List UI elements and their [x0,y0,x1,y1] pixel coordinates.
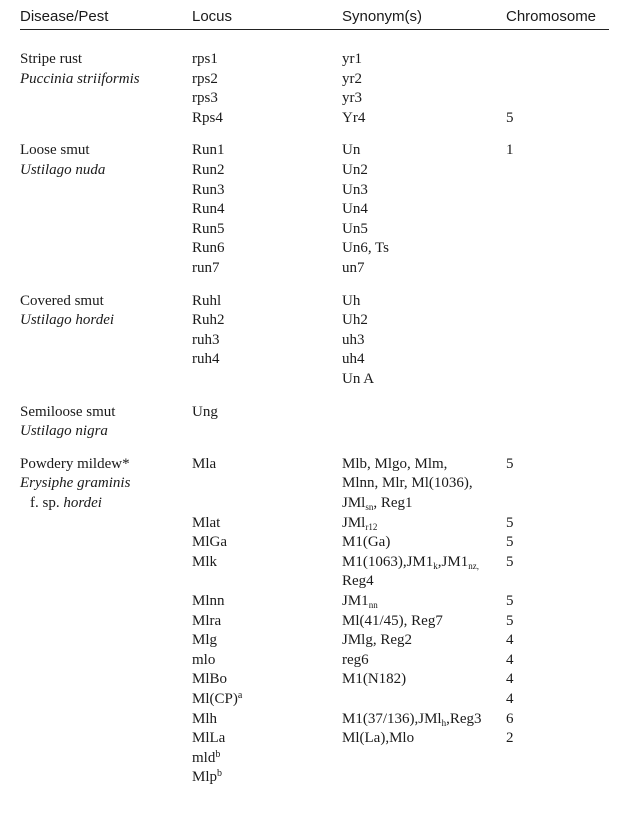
locus-cell: rps1 [192,51,218,67]
synonym-cell: M1(37/136),JMl$_h$,Reg3 [342,710,482,728]
locus-cell: mlo [192,651,216,668]
chromosome-cell: 4 [506,632,514,649]
locus-cell: Run4 [192,201,225,218]
synonym-cell: reg6 [342,651,369,668]
disease-cell: Ustilago nuda [20,162,106,178]
synonym-cell: Un A [342,371,375,387]
disease-cell: f. sp. hordei [30,495,102,511]
header-synonyms: Synonym(s) [342,8,423,25]
locus-cell: mld$^b$ [192,748,221,766]
chromosome-cell: 2 [506,730,514,747]
disease-cell: Covered smut [20,292,104,309]
synonym-cell: $M1(1063),JM1_k,JM1_{nz,}$ [342,553,479,571]
locus-cell: MlGa [192,534,227,551]
locus-cell: Mlh [192,710,218,727]
locus-cell: Mla [192,455,217,472]
synonym-cell: yr3 [342,90,362,107]
synonym-cell: Un3 [342,181,368,198]
locus-cell: Run2 [192,162,225,178]
disease-cell: Stripe rust [20,51,83,67]
locus-cell: rps2 [192,70,218,87]
synonym-cell: un7 [342,260,365,276]
synonym-cell: uh4 [342,351,365,368]
locus-cell: ruh3 [192,331,220,348]
header-chromosome: Chromosome [506,8,597,25]
locus-cell: Mlg [192,632,218,649]
disease-cell: Semiloose smut [20,403,116,420]
locus-cell: Mlk [192,553,218,570]
synonym-cell: yr2 [342,70,362,87]
synonym-cell: uh3 [342,331,365,348]
synonym-cell: Un6, Ts [342,240,390,257]
chromosome-cell: 5 [506,514,514,531]
synonym-cell: Uh [342,292,361,309]
chromosome-cell: 5 [506,109,514,126]
locus-cell: Mlnn [192,593,225,609]
locus-cell: Mlat [192,514,221,531]
disease-cell: Loose smut [20,142,90,159]
synonym-cell: Mlb, Mlgo, Mlm, [342,455,448,472]
synonym-cell: Ml(41/45), Reg7 [342,612,443,629]
synonym-cell: yr1 [342,51,362,67]
synonym-cell: Uh2 [342,312,368,329]
locus-cell: Ung [192,403,218,420]
synonym-cell: M1(Ga) [342,534,391,551]
locus-cell: run7 [192,260,220,276]
synonym-cell: JMl$_{sn}$, Reg1 [342,495,413,512]
locus-cell: MlBo [192,671,228,688]
locus-cell: ruh4 [192,351,220,368]
locus-cell: Ml(CP)$^a$ [192,690,243,707]
chromosome-cell: 5 [506,593,514,609]
locus-cell: Ruh2 [192,312,225,329]
chromosome-cell: 5 [506,455,514,472]
locus-cell: Run1 [192,142,225,159]
disease-cell: Ustilago hordei [20,312,115,329]
disease-cell: Ustilago nigra [20,423,108,440]
chromosome-cell: 4 [506,651,514,668]
chromosome-cell: 1 [506,142,514,159]
synonym-cell: M1(N182) [342,671,407,688]
synonym-cell: Reg4 [342,573,374,590]
synonym-cell: JMl$_{r12}$ [342,514,378,532]
synonym-cell: Un4 [342,201,368,218]
synonym-cell: $JM1_{nn}$ [342,593,378,610]
locus-cell: Run6 [192,240,225,257]
locus-cell: Mlp$^b$ [192,768,223,786]
disease-cell: Erysiphe graminis [20,475,131,492]
synonym-cell: JMlg, Reg2 [342,632,413,649]
synonym-cell: Un [342,142,361,159]
locus-cell: rps3 [192,90,218,107]
locus-cell: Ruhl [192,292,222,309]
chromosome-cell: 5 [506,534,514,551]
locus-cell: Run5 [192,220,225,237]
locus-cell: Run3 [192,181,225,198]
header-disease: Disease/Pest [20,8,109,25]
disease-cell: Powdery mildew* [20,455,130,472]
chromosome-cell: 4 [506,671,514,688]
chromosome-cell: 5 [506,612,514,629]
synonym-cell: Ml(La),Mlo [342,730,415,747]
synonym-cell: Un5 [342,220,368,237]
chromosome-cell: 5 [506,553,514,570]
locus-cell: Rps4 [192,109,223,126]
locus-cell: MlLa [192,730,226,747]
synonym-cell: Yr4 [342,109,366,126]
chromosome-cell: 6 [506,710,514,727]
synonym-cell: Un2 [342,162,368,178]
chromosome-cell: 4 [506,691,514,707]
locus-cell: Mlra [192,612,222,629]
header-locus: Locus [192,8,233,25]
disease-cell: Puccinia striiformis [20,70,140,87]
synonym-cell: Mlnn, Mlr, Ml(1036), [342,475,473,492]
